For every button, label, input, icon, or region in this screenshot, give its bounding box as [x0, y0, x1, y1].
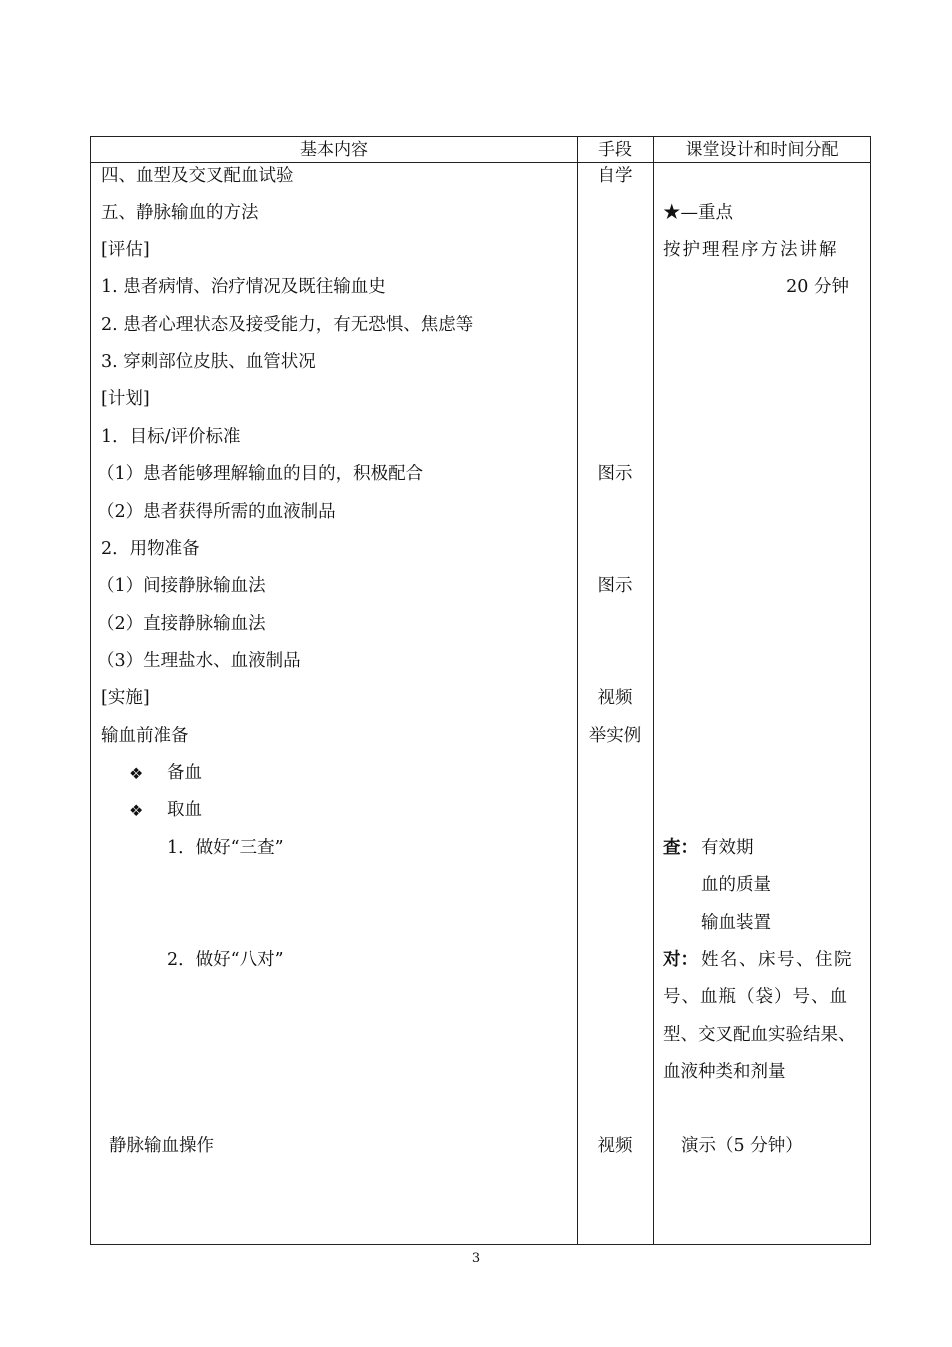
content-line: （3）生理盐水、血液制品: [97, 651, 301, 671]
content-line: （1）间接静脉输血法: [97, 576, 266, 596]
means-cell: 视频: [597, 688, 633, 708]
bullet-item: 备血: [167, 763, 202, 783]
content-line: 五、静脉输血的方法: [101, 203, 259, 223]
section-heading-plan: [计划]: [101, 389, 150, 409]
design-line: 按护理程序方法讲解: [663, 240, 839, 260]
content-line: 输血前准备: [101, 726, 189, 746]
match-item: 血液种类和剂量: [663, 1062, 786, 1082]
means-cell: 自学: [597, 166, 633, 186]
content-line: 3. 穿刺部位皮肤、血管状况: [101, 352, 316, 372]
means-cell: 图示: [597, 464, 633, 484]
content-line: 1．目标/评价标准: [101, 427, 241, 447]
match-item: 型、交叉配血实验结果、: [663, 1025, 856, 1045]
match-label: 对：: [663, 950, 698, 970]
header-class-design: 课堂设计和时间分配: [685, 140, 839, 160]
column-divider: [653, 137, 654, 1244]
time-allocation: 20 分钟: [786, 277, 849, 297]
content-line: 2．用物准备: [101, 539, 200, 559]
content-line: （1）患者能够理解输血的目的，积极配合: [97, 464, 424, 484]
check-item: 有效期: [701, 838, 754, 858]
content-line: 四、血型及交叉配血试验: [101, 166, 294, 186]
check-item: 血的质量: [701, 875, 771, 895]
check-item: 输血装置: [701, 913, 771, 933]
means-cell: 图示: [597, 576, 633, 596]
section-heading-implement: [实施]: [101, 688, 150, 708]
means-cell: 视频: [597, 1136, 633, 1156]
lesson-plan-table: [90, 136, 871, 1245]
content-line: 2. 患者心理状态及接受能力，有无恐惧、焦虑等: [101, 315, 474, 335]
demo-note: 演示（5 分钟）: [681, 1136, 803, 1156]
header-basic-content: 基本内容: [300, 140, 368, 160]
check-label: 查：: [663, 838, 698, 858]
match-item: 姓名、床号、住院: [701, 950, 853, 970]
key-point-star: ★—重点: [663, 203, 733, 223]
content-line: 1. 患者病情、治疗情况及既往输血史: [101, 277, 386, 297]
page-number: 3: [471, 1251, 481, 1266]
diamond-bullet-icon: ❖: [129, 764, 144, 783]
means-cell: 举实例: [588, 726, 642, 746]
diamond-bullet-icon: ❖: [129, 801, 144, 820]
step-item: 1．做好“三查”: [167, 838, 284, 858]
step-item: 2．做好“八对”: [167, 950, 284, 970]
match-item: 号、血瓶（袋）号、血: [663, 987, 848, 1007]
content-line: （2）患者获得所需的血液制品: [97, 502, 336, 522]
header-means: 手段: [598, 140, 632, 160]
section-heading-assess: [评估]: [101, 240, 150, 260]
content-line: （2）直接静脉输血法: [97, 614, 266, 634]
content-line: 静脉输血操作: [109, 1136, 214, 1156]
bullet-item: 取血: [167, 800, 202, 820]
